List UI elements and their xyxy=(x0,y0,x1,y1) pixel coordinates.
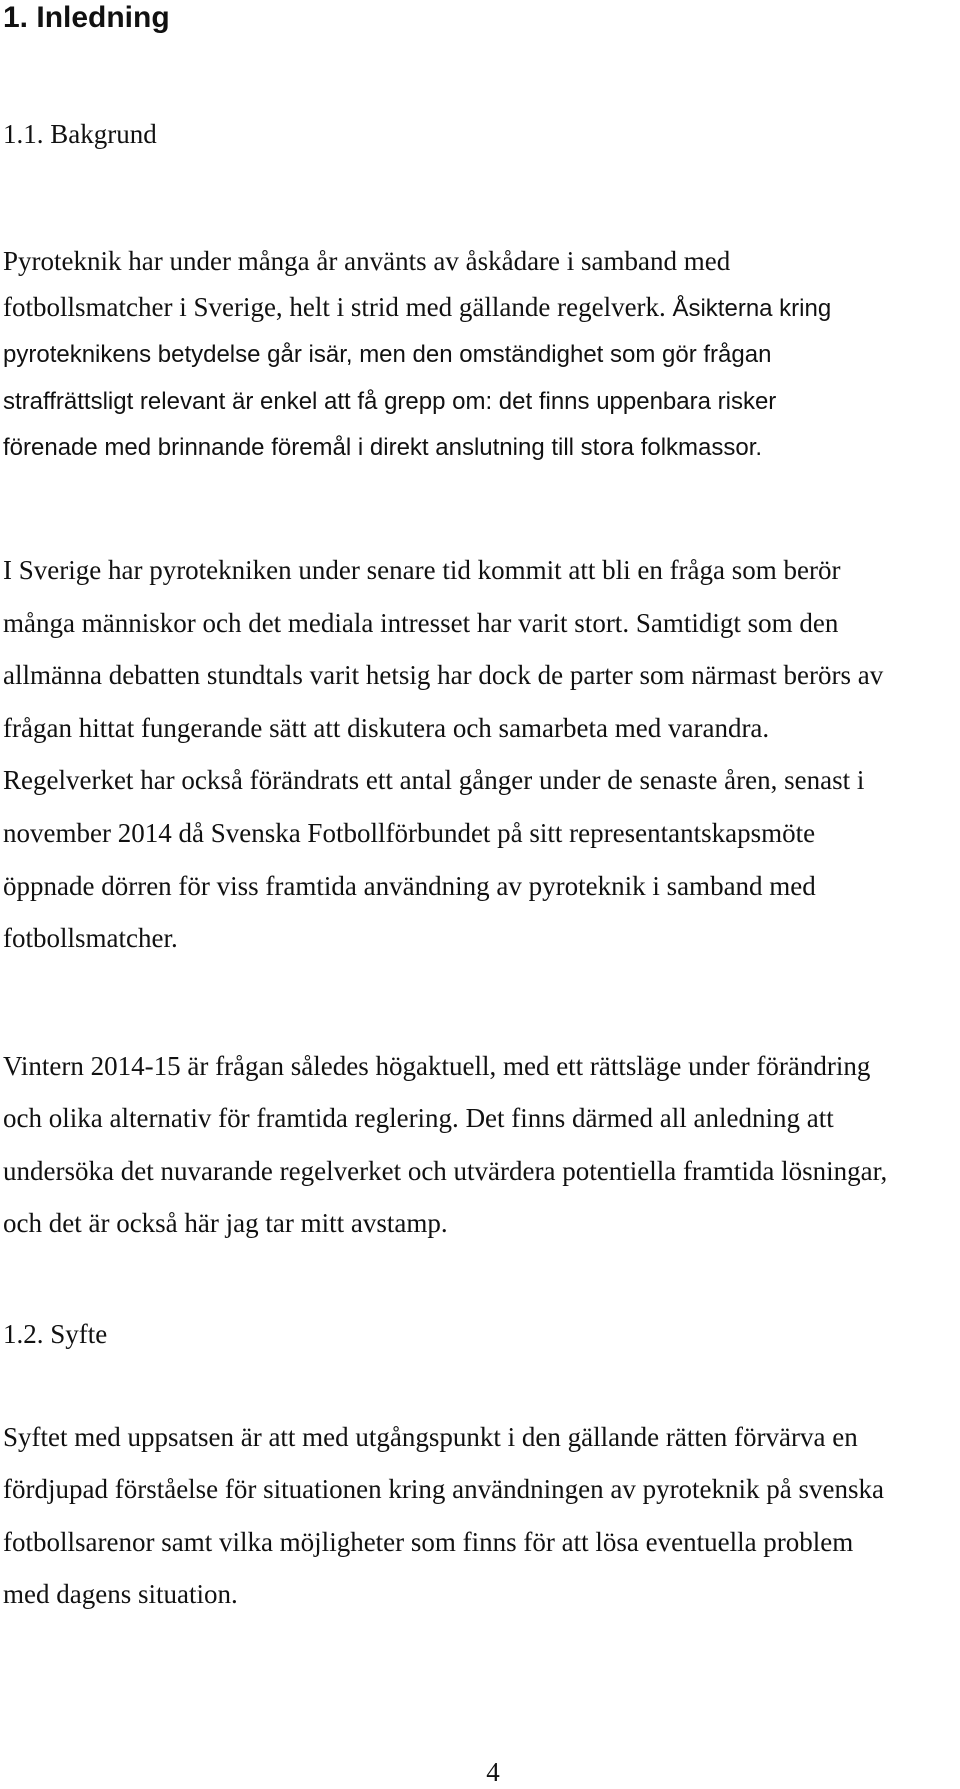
text-line-part: Samtidigt som den xyxy=(629,607,839,638)
text-line: Vintern 2014-15 är frågan således högaktuell, med ett rättsläge under förändring xyxy=(3,1051,871,1081)
text-line-part: och olika alternativ för framtida reglering. xyxy=(3,1103,459,1134)
text-line: pyroteknikens betydelse går isär, men den omständighet som gör frågan xyxy=(3,341,772,369)
text-line: undersöka det nuvarande regelverket och utvärdera potentiella framtida lösningar, xyxy=(3,1155,888,1186)
paragraph-syfte xyxy=(3,1411,958,1620)
text-line xyxy=(3,597,958,650)
text-line: och det är också här jag tar mitt avstamp. xyxy=(3,1207,448,1238)
text-line-part: fotbollsmatcher i Sverige, helt i strid med gällande regelverk. xyxy=(3,292,666,323)
text-line: Regelverket har också förändrats ett antal gånger under de senaste åren, senast i xyxy=(3,765,865,796)
text-line: frågan hittat fungerande sätt att diskutera och samarbeta med varandra. xyxy=(3,712,770,743)
text-line: Pyroteknik har under många år använts av åskådare i samband med xyxy=(3,246,731,276)
text-line: öppnade dörren för viss framtida användning av pyroteknik i samband med xyxy=(3,870,816,901)
text-line-part: Åsikterna kring xyxy=(665,295,832,323)
page-number: 4 xyxy=(486,1757,500,1787)
paragraph-sverige-debatt xyxy=(3,544,958,965)
text-line: allmänna debatten stundtals varit hetsig har dock de parter som närmast berörs av xyxy=(3,660,884,691)
text-line: november 2014 då Svenska Fotbollförbundet på sitt representantskapsmöte xyxy=(3,817,816,848)
text-line-part: Det finns därmed all anledning att xyxy=(458,1103,834,1134)
text-line xyxy=(3,1092,958,1144)
text-line: förenade med brinnande föremål i direkt anslutning till stora folkmassor. xyxy=(3,433,763,461)
paragraph-vintern xyxy=(3,1040,958,1249)
text-line xyxy=(3,284,958,332)
text-line-part: många människor och det mediala intresset har varit stort. xyxy=(3,607,630,638)
section-heading-bakgrund: 1.1. Bakgrund xyxy=(3,119,157,149)
text-line: straffrättsligt relevant är enkel att få grepp om: det finns uppenbara risker xyxy=(3,387,777,415)
text-line: med dagens situation. xyxy=(3,1578,238,1609)
chapter-heading: 1. Inledning xyxy=(3,1,170,34)
text-line: I Sverige har pyrotekniken under senare tid kommit att bli en fråga som berör xyxy=(3,555,841,585)
text-line: fördjupad förståelse för situationen kring användningen av pyroteknik på svenska xyxy=(3,1474,885,1505)
section-heading-syfte: 1.2. Syfte xyxy=(3,1319,108,1349)
paragraph-pyroteknik-intro xyxy=(3,238,958,471)
text-line: Syftet med uppsatsen är att med utgångspunkt i den gällande rätten förvärva en xyxy=(3,1422,858,1452)
text-line: fotbollsarenor samt vilka möjligheter som finns för att lösa eventuella problem xyxy=(3,1526,854,1557)
text-line: fotbollsmatcher. xyxy=(3,923,178,954)
